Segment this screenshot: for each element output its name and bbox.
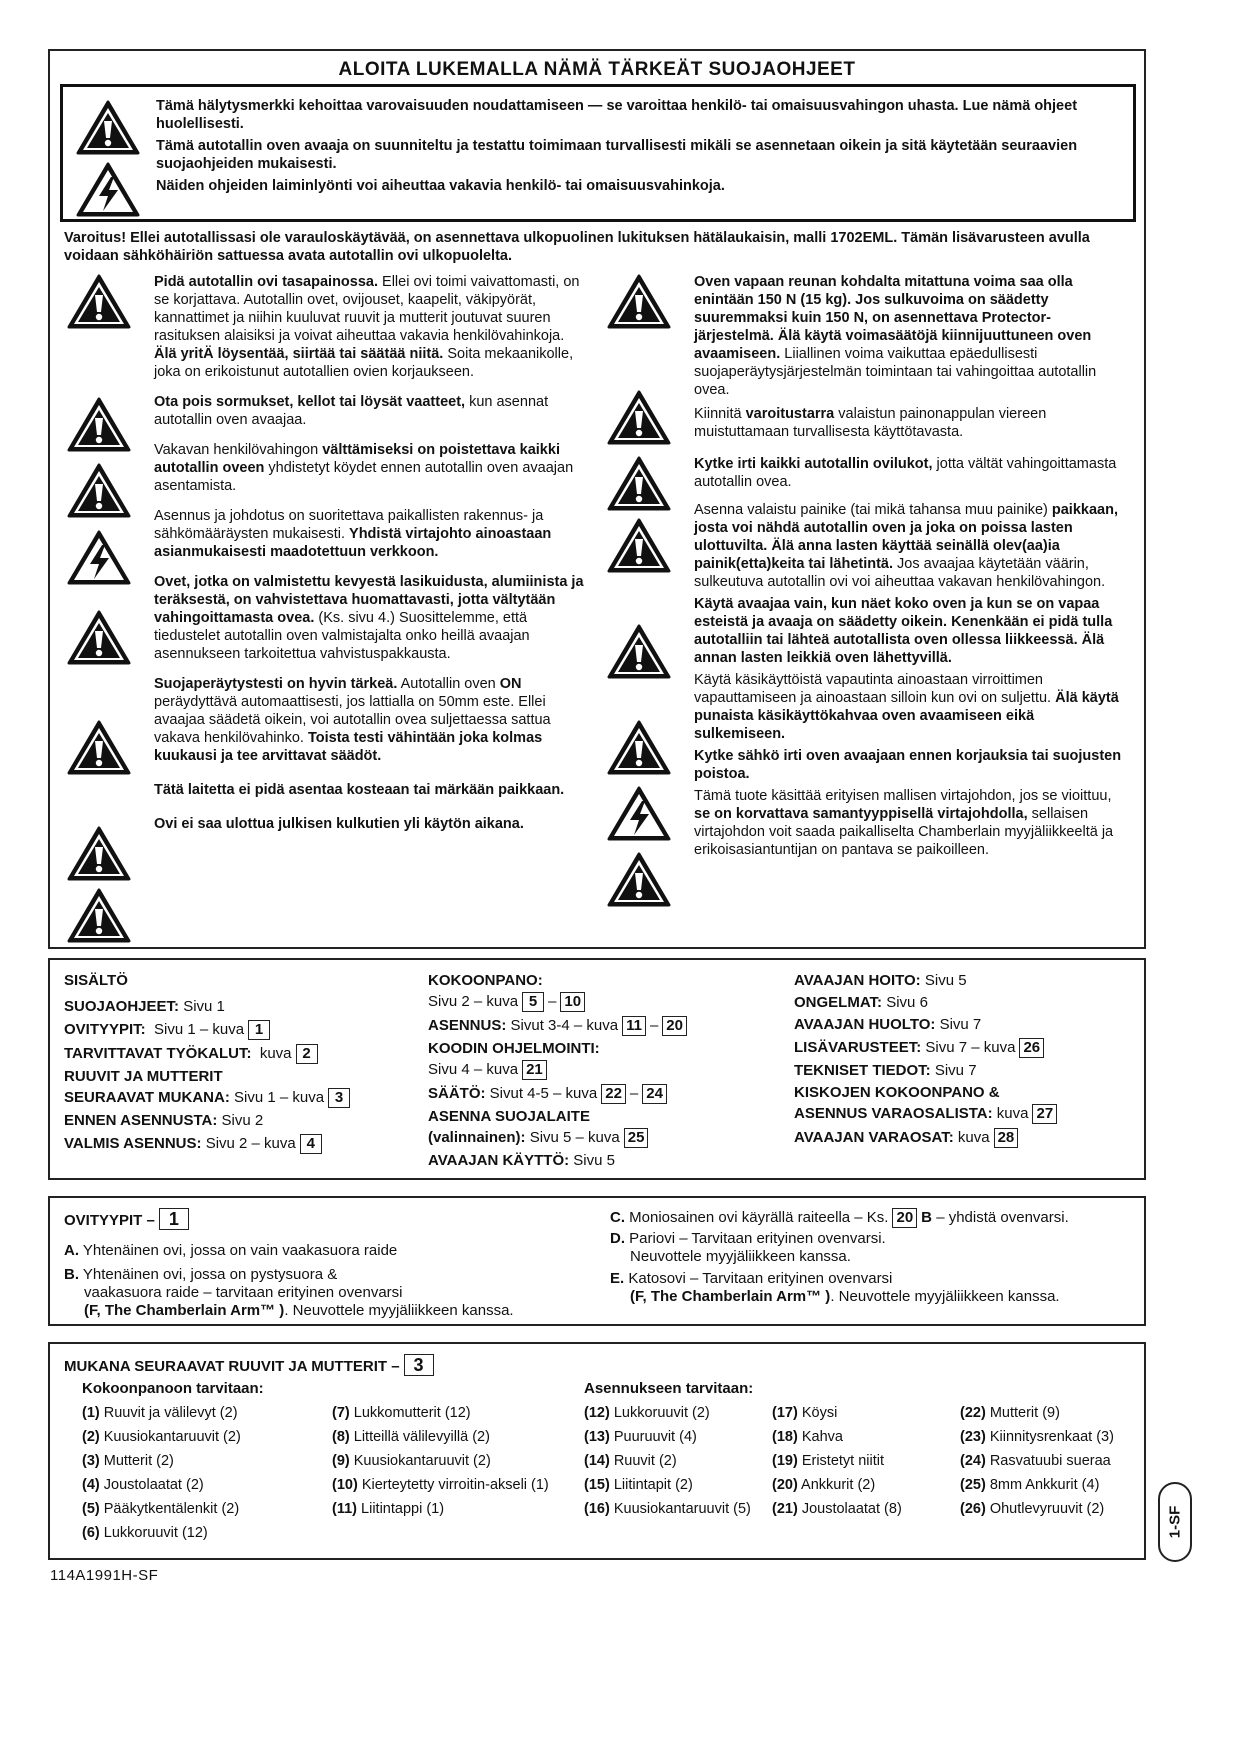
door-types-right [610, 1208, 1140, 1306]
safety-item: Kytke irti kaikki autotallin ovilukot, jotta vältät vahingoittamasta autotallin ovea. [694, 456, 1117, 490]
toc-entry: ASENNUS VARAOSALISTA: kuva 27 [794, 1104, 1134, 1124]
toc-entry: ASENNUS: Sivut 3-4 – kuva 11 – 20 [428, 1016, 768, 1036]
toc-entry: LISÄVARUSTEET: Sivu 7 – kuva 26 [794, 1038, 1134, 1058]
toc-col-1 [64, 972, 404, 1158]
toc-entry: (valinnainen): Sivu 5 – kuva 25 [428, 1128, 768, 1148]
document-code: 114A1991H-SF [50, 1567, 159, 1584]
safety-item: Asennus ja johdotus on suoritettava paikallisten rakennus- ja sähkömääräysten mukaisesti. Yhdistä virtajohto ainoastaan asianmukaisesti maadotettuun verkkoon. [154, 508, 552, 560]
warning-icon [606, 851, 672, 909]
toc-entry: Sivu 2 – kuva 5 – 10 [428, 992, 768, 1012]
toc-entry: ONGELMAT: Sivu 6 [794, 994, 928, 1011]
safety-title: ALOITA LUKEMALLA NÄMÄ TÄRKEÄT SUOJAOHJEET [338, 59, 856, 80]
list-item: (26) Ohutlevyruuvit (2) [960, 1501, 1105, 1517]
safety-item: Asenna valaistu painike (tai mikä tahansa muu painike) paikkaan, josta voi nähdä autotallin oven ja joka on poissa lasten ulottuvilta. Älä anna lasten käyttää seinällä olev(aa)ia painik(etta)keita tai lähetintä. Jos avaajaa käytetään väärin, sulkeutuva autotallin ovi voi aiheuttaa vakavan henkilövahingon. [694, 502, 1118, 590]
toc-entry: SUOJAOHJEET: Sivu 1 [64, 998, 225, 1015]
toc-entry: AVAAJAN HOITO: Sivu 5 [794, 972, 967, 989]
list-item: (15) Liitintapit (2) [584, 1477, 693, 1493]
warning-icon [606, 517, 672, 575]
list-item: (1) Ruuvit ja välilevyt (2) [82, 1405, 238, 1421]
lightning-triangle-icon [606, 785, 672, 843]
safety-item: Tämä tuote käsittää erityisen mallisen virtajohdon, jos se vioittuu, se on korvattava samantyyppisellä virtajohdolla, sellaisen virtajohdon voit saada paikalliselta Chamberlain myyjäliikkeeltä ja erikoisasiantuntijan on pantava se paikoilleen. [694, 788, 1114, 858]
list-item: (5) Pääkytkentälenkit (2) [82, 1501, 240, 1517]
door-type-d: D. Pariovi – Tarvitaan erityinen ovenvarsi. Neuvottele myyjäliikkeen kanssa. [610, 1230, 886, 1265]
warning-icon [66, 825, 132, 883]
list-item: (21) Joustolaatat (8) [772, 1501, 902, 1517]
intro-paragraph: Tämä autotallin oven avaaja on suunniteltu ja testattu toimimaan turvallisesti mikäli se asennetaan oikein ja sitä käytetään seuraavien suojaohjeiden mukaisesti. [156, 138, 1078, 172]
warning-text: Varoitus! Ellei autotallissasi ole varauloskäytävää, on asennettava ulkopuolinen lukituksen hätälaukaisin, malli 1702EML. Tämän lisävarusteen avulla voidaan sähköhäiriön sattuessa avata autotallin ovi ulkopuolelta. [64, 230, 1090, 264]
fastener-col-2 [332, 1404, 562, 1524]
toc-heading: SISÄLTÖ [64, 972, 128, 989]
list-item: (20) Ankkurit (2) [772, 1477, 876, 1493]
safety-item: Käytä käsikäyttöistä vapautinta ainoastaan virroittimen vapauttamiseen ja ainoastaan silloin kun ovi on suljettu. Älä käytä punaista käsikäyttökahvaa oven avaamiseen eikä sulkemiseen. [694, 672, 1119, 742]
door-types-section [48, 1196, 1146, 1326]
list-item: (16) Kuusiokantaruuvit (5) [584, 1501, 751, 1517]
warning-icon [606, 623, 672, 681]
fasteners-section [48, 1342, 1146, 1560]
safety-item: Ovet, jotka on valmistettu kevyestä lasikuidusta, alumiinista ja teräksestä, on vahvistettava huomattavasti, jotta vältytään vahingoittamasta ovea. (Ks. sivu 4.) Suosittelemme, että tiedustelet autotallin oven valmistajalta onko heillä avaajan asennukseen tarkoitettua vahvistuspakkausta. [154, 574, 584, 662]
safety-item: Kytke sähkö irti oven avaajaan ennen korjauksia tai suojusten poistoa. [694, 748, 1122, 782]
safety-item: Kiinnitä varoitustarra valaistun painonappulan viereen muistuttamaan turvallisesta käyttötavasta. [694, 406, 1047, 440]
toc-entry: AVAAJAN HUOLTO: Sivu 7 [794, 1016, 982, 1033]
safety-item: Oven vapaan reunan kohdalta mitattuna voima saa olla enintään 150 N (15 kg). Jos sulkuvoima on säädetty suuremmaksi kuin 150 N, on asennettava Protector-järjestelmä. Älä käytä voimasäätöjä kiinnijuuttuneen oven avaamiseen. Liiallinen voima vaikuttaa epäedullisesti suojaperäytysjärjestelmän toimintaan tai vahingoittaa autotallin ovea. [694, 274, 1097, 398]
warning-icon [606, 719, 672, 777]
list-item: (10) Kierteytetty virroitin-akseli (1) [332, 1477, 549, 1493]
install-heading: Asennukseen tarvitaan: [584, 1380, 754, 1397]
list-item: (22) Mutterit (9) [960, 1405, 1060, 1421]
toc-entry: AVAAJAN KÄYTTÖ: Sivu 5 [428, 1152, 615, 1169]
warning-icon [66, 273, 132, 331]
fasteners-heading: MUKANA SEURAAVAT RUUVIT JA MUTTERIT – 3 [64, 1354, 438, 1376]
assembly-heading: Kokoonpanoon tarvitaan: [82, 1380, 264, 1397]
toc-entry: TEKNISET TIEDOT: Sivu 7 [794, 1062, 977, 1079]
safety-item: Suojaperäytystesti on hyvin tärkeä. Autotallin oven ON peräydyttävä automaattisesti, jos lattialla on 50mm este. Ellei avaajaa säädetä oikein, voi autotallin ovea suljettaessa sattua vakava henkilövahinko. Toista testi vähintään joka kolmas kuukausi ja tee arvittavat säädöt. [154, 676, 551, 764]
list-item: (6) Lukkoruuvit (12) [82, 1525, 208, 1541]
safety-item: Vakavan henkilövahingon välttämiseksi on poistettava kaikki autotallin oveen yhdistetyt köydet ennen autotallin oven avaajan asentamista. [154, 442, 574, 494]
toc-entry: RUUVIT JA MUTTERIT [64, 1068, 223, 1085]
toc-entry: KOKOONPANO: [428, 972, 543, 989]
safety-left-column [154, 273, 584, 845]
door-types-left [64, 1242, 584, 1320]
intro-box [60, 84, 1136, 222]
lightning-triangle-icon [75, 161, 141, 219]
intro-paragraph: Tämä hälytysmerkki kehoittaa varovaisuuden noudattamiseen — se varoittaa henkilö- tai omaisuusvahingon uhasta. Lue nämä ohjeet huolellisesti. [156, 98, 1078, 132]
list-item: (24) Rasvatuubi sueraa [960, 1453, 1111, 1469]
page-number-badge: 1-SF [1158, 1482, 1192, 1562]
safety-item: Pidä autotallin ovi tasapainossa. Ellei ovi toimi vaivattomasti, on se korjattava. Autotallin ovet, ovijouset, kaapelit, väkipyörät, kannattimet ja niihin kuuluvat ruuvit ja mutterit joutuvat suuren rasituksen alaisiksi ja voivat aiheuttaa vakavia henkilövahinkoja. Älä yritÄ löysentää, siirtää tai säätää niitä. Soita mekaanikolle, joka on erikoistunut autotallien ovien korjaukseen. [154, 274, 580, 380]
fastener-col-1 [82, 1404, 302, 1548]
warning-icon [75, 99, 141, 157]
door-type-e: E. Katosovi – Tarvitaan erityinen ovenvarsi (F, The Chamberlain Arm™ ). Neuvottele myyjäliikkeen kanssa. [610, 1270, 1060, 1305]
warning-icon [66, 462, 132, 520]
list-item: (12) Lukkoruuvit (2) [584, 1405, 710, 1421]
safety-right-column [694, 273, 1129, 871]
list-item: (7) Lukkomutterit (12) [332, 1405, 471, 1421]
fastener-col-3 [584, 1404, 754, 1524]
toc-col-2 [428, 972, 768, 1174]
toc-entry: SEURAAVAT MUKANA: Sivu 1 – kuva 3 [64, 1088, 404, 1108]
intro-paragraph: Näiden ohjeiden laiminlyönti voi aiheuttaa vakavia henkilö- tai omaisuusvahinkoja. [156, 178, 725, 194]
warning-icon [66, 396, 132, 454]
door-type-c: C. Moniosainen ovi käyrällä raiteella – Ks. 20 B – yhdistä ovenvarsi. [610, 1209, 1069, 1226]
warning-icon [66, 719, 132, 777]
toc-entry: TARVITTAVAT TYÖKALUT: kuva 2 [64, 1044, 404, 1064]
lightning-triangle-icon [66, 529, 132, 587]
toc-entry: KOODIN OHJELMOINTI: [428, 1040, 600, 1057]
list-item: (2) Kuusiokantaruuvit (2) [82, 1429, 241, 1445]
door-type-b: B. Yhtenäinen ovi, jossa on pystysuora & vaakasuora raide – tarvitaan erityinen ovenvarsi (F, The Chamberlain Arm™ ). Neuvottele myyjäliikkeen kanssa. [64, 1266, 514, 1319]
toc-entry: KISKOJEN KOKOONPANO & [794, 1084, 1000, 1101]
toc-col-3 [794, 972, 1134, 1152]
toc-entry: SÄÄTÖ: Sivut 4-5 – kuva 22 – 24 [428, 1084, 768, 1104]
warning-icon [606, 389, 672, 447]
toc-entry: ENNEN ASENNUSTA: Sivu 2 [64, 1112, 264, 1129]
warning-icon [66, 609, 132, 667]
list-item: (3) Mutterit (2) [82, 1453, 174, 1469]
warning-icon [66, 887, 132, 945]
list-item: (11) Liitintappi (1) [332, 1501, 445, 1517]
safety-item: Ota pois sormukset, kellot tai löysät vaatteet, kun asennat autotallin oven avaajaa. [154, 394, 549, 428]
list-item: (14) Ruuvit (2) [584, 1453, 677, 1469]
toc-entry: ASENNA SUOJALAITE [428, 1108, 590, 1125]
toc-entry: AVAAJAN VARAOSAT: kuva 28 [794, 1128, 1134, 1148]
warning-icon [606, 455, 672, 513]
list-item: (23) Kiinnitysrenkaat (3) [960, 1429, 1114, 1445]
fastener-col-4 [772, 1404, 942, 1524]
toc-entry: VALMIS ASENNUS: Sivu 2 – kuva 4 [64, 1134, 404, 1154]
safety-item: Käytä avaajaa vain, kun näet koko oven ja kun se on vapaa esteistä ja avaaja on säädetty oikein. Kenenkään ei pidä tulla autotalliin tai lähteä autotallista oven ollessa liikkeessä. Älä annan lasten leikkiä oven lähettyvillä. [694, 596, 1113, 666]
list-item: (25) 8mm Ankkurit (4) [960, 1477, 1100, 1493]
door-types-heading: OVITYYPIT – 1 [64, 1208, 193, 1230]
safety-section [48, 49, 1146, 949]
table-of-contents [48, 958, 1146, 1180]
list-item: (19) Eristetyt niitit [772, 1453, 885, 1469]
toc-entry: Sivu 4 – kuva 21 [428, 1060, 768, 1080]
list-item: (13) Puuruuvit (4) [584, 1429, 697, 1445]
list-item: (9) Kuusiokantaruuvit (2) [332, 1453, 491, 1469]
warning-icon [606, 273, 672, 331]
list-item: (18) Kahva [772, 1429, 843, 1445]
list-item: (17) Köysi [772, 1405, 838, 1421]
safety-item: Ovi ei saa ulottua julkisen kulkutien yli käytön aikana. [154, 816, 524, 832]
toc-entry: OVITYYPIT: Sivu 1 – kuva 1 [64, 1020, 404, 1040]
door-type-a: A. Yhtenäinen ovi, jossa on vain vaakasuora raide [64, 1242, 398, 1259]
fastener-col-5 [960, 1404, 1140, 1524]
list-item: (4) Joustolaatat (2) [82, 1477, 204, 1493]
list-item: (8) Litteillä välilevyillä (2) [332, 1429, 490, 1445]
safety-item: Tätä laitetta ei pidä asentaa kosteaan tai märkään paikkaan. [154, 782, 565, 798]
